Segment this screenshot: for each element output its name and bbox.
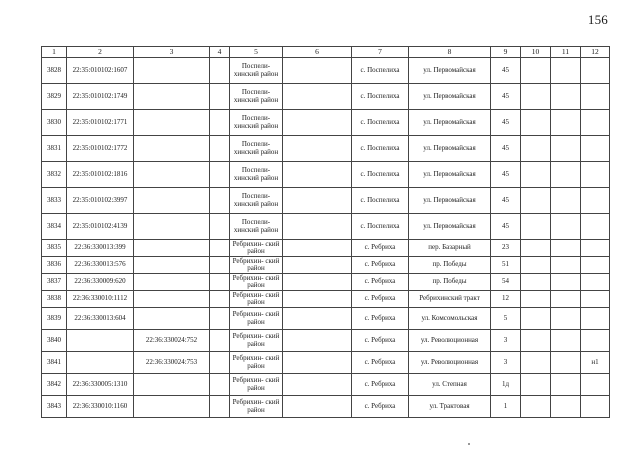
cell-col-3 <box>134 374 210 396</box>
cell-col-11 <box>551 257 581 274</box>
cell-col-2: 22:36:330009:620 <box>67 274 134 291</box>
cell-col-12 <box>581 396 610 418</box>
cell-col-6 <box>283 84 352 110</box>
cell-col-1: 3834 <box>42 214 67 240</box>
cell-col-7: с. Ребриха <box>352 240 409 257</box>
cell-col-9: 1 <box>491 396 521 418</box>
cell-col-4 <box>210 110 230 136</box>
cell-col-4 <box>210 162 230 188</box>
cell-col-4 <box>210 136 230 162</box>
cell-col-1: 3835 <box>42 240 67 257</box>
cell-col-8: ул. Первомайская <box>409 136 491 162</box>
cell-col-10 <box>521 214 551 240</box>
cell-col-12 <box>581 240 610 257</box>
table-row <box>42 352 610 374</box>
column-header: 2 <box>67 47 134 58</box>
cell-col-6 <box>283 396 352 418</box>
cell-col-8: ул. Первомайская <box>409 162 491 188</box>
cell-col-9: 45 <box>491 214 521 240</box>
cell-col-12 <box>581 214 610 240</box>
cell-col-1: 3837 <box>42 274 67 291</box>
cell-col-12 <box>581 136 610 162</box>
cell-col-6 <box>283 374 352 396</box>
cell-col-7: с. Ребриха <box>352 274 409 291</box>
cell-col-12 <box>581 58 610 84</box>
column-header: 3 <box>134 47 210 58</box>
cell-col-12 <box>581 162 610 188</box>
cell-col-5: Ребрихин- ский район <box>230 374 283 396</box>
cell-col-9: 51 <box>491 257 521 274</box>
cell-col-6 <box>283 136 352 162</box>
cell-col-10 <box>521 84 551 110</box>
column-header: 1 <box>42 47 67 58</box>
cell-col-5: Ребрихин- ский район <box>230 308 283 330</box>
cell-col-1: 3828 <box>42 58 67 84</box>
cell-col-11 <box>551 214 581 240</box>
cell-col-7: с. Поспелиха <box>352 136 409 162</box>
cell-col-4 <box>210 308 230 330</box>
cell-col-2 <box>67 330 134 352</box>
cell-col-4 <box>210 214 230 240</box>
cell-col-1: 3838 <box>42 291 67 308</box>
column-header: 12 <box>581 47 610 58</box>
cell-col-6 <box>283 214 352 240</box>
table-row <box>42 58 610 84</box>
header-row <box>42 47 610 58</box>
cell-col-6 <box>283 291 352 308</box>
register-table <box>41 46 610 418</box>
cell-col-1: 3830 <box>42 110 67 136</box>
cell-col-8: ул. Комсомольская <box>409 308 491 330</box>
cell-col-1: 3842 <box>42 374 67 396</box>
cell-col-10 <box>521 136 551 162</box>
cell-col-5: Поспели- хинский район <box>230 84 283 110</box>
page-number: 156 <box>587 12 608 27</box>
table-row <box>42 257 610 274</box>
cell-col-6 <box>283 110 352 136</box>
cell-col-11 <box>551 291 581 308</box>
cell-col-10 <box>521 374 551 396</box>
cell-col-2: 22:36:330010:1112 <box>67 291 134 308</box>
table-row <box>42 240 610 257</box>
cell-col-6 <box>283 330 352 352</box>
cell-col-3 <box>134 214 210 240</box>
cell-col-1: 3833 <box>42 188 67 214</box>
cell-col-10 <box>521 352 551 374</box>
table-row <box>42 162 610 188</box>
table-row <box>42 291 610 308</box>
cell-col-2: 22:36:330013:399 <box>67 240 134 257</box>
cell-col-12 <box>581 110 610 136</box>
cell-col-8: Ребрихинский тракт <box>409 291 491 308</box>
cell-col-2: 22:36:330013:604 <box>67 308 134 330</box>
cell-col-12 <box>581 330 610 352</box>
table-row <box>42 214 610 240</box>
cell-col-2: 22:35:010102:1607 <box>67 58 134 84</box>
cell-col-9: 1д <box>491 374 521 396</box>
cell-col-9: 23 <box>491 240 521 257</box>
cell-col-9: 45 <box>491 84 521 110</box>
cell-col-3 <box>134 58 210 84</box>
cell-col-5: Ребрихин- ский район <box>230 396 283 418</box>
cell-col-7: с. Поспелиха <box>352 110 409 136</box>
cell-col-12 <box>581 291 610 308</box>
cell-col-9: 3 <box>491 330 521 352</box>
cell-col-12 <box>581 374 610 396</box>
cell-col-7: с. Поспелиха <box>352 84 409 110</box>
cell-col-11 <box>551 58 581 84</box>
column-header: 11 <box>551 47 581 58</box>
cell-col-3 <box>134 162 210 188</box>
cell-col-2: 22:35:010102:1816 <box>67 162 134 188</box>
cell-col-4 <box>210 291 230 308</box>
cell-col-12 <box>581 257 610 274</box>
cell-col-7: с. Ребриха <box>352 330 409 352</box>
cell-col-2 <box>67 352 134 374</box>
cell-col-9: 54 <box>491 274 521 291</box>
cell-col-3 <box>134 136 210 162</box>
cell-col-4 <box>210 257 230 274</box>
cell-col-3: 22:36:330024:753 <box>134 352 210 374</box>
cell-col-7: с. Ребриха <box>352 374 409 396</box>
cell-col-11 <box>551 162 581 188</box>
cell-col-7: с. Поспелиха <box>352 214 409 240</box>
cell-col-2: 22:35:010102:1772 <box>67 136 134 162</box>
cell-col-5: Ребрихин- ский район <box>230 240 283 257</box>
cell-col-5: Ребрихин- ский район <box>230 330 283 352</box>
cell-col-11 <box>551 308 581 330</box>
cell-col-2: 22:35:010102:4139 <box>67 214 134 240</box>
table-row <box>42 188 610 214</box>
cell-col-2: 22:36:330010:1160 <box>67 396 134 418</box>
cell-col-6 <box>283 240 352 257</box>
cell-col-5: Поспели- хинский район <box>230 110 283 136</box>
cell-col-8: ул. Первомайская <box>409 84 491 110</box>
cell-col-4 <box>210 330 230 352</box>
cell-col-6 <box>283 257 352 274</box>
cell-col-3 <box>134 84 210 110</box>
cell-col-10 <box>521 291 551 308</box>
cell-col-3: 22:36:330024:752 <box>134 330 210 352</box>
cell-col-1: 3829 <box>42 84 67 110</box>
cell-col-12 <box>581 84 610 110</box>
cell-col-4 <box>210 58 230 84</box>
cell-col-8: ул. Первомайская <box>409 58 491 84</box>
cell-col-12 <box>581 188 610 214</box>
cell-col-3 <box>134 396 210 418</box>
column-header: 9 <box>491 47 521 58</box>
cell-col-5: Ребрихин- ский район <box>230 257 283 274</box>
cell-col-9: 45 <box>491 188 521 214</box>
cell-col-3 <box>134 110 210 136</box>
cell-col-9: 45 <box>491 110 521 136</box>
cell-col-7: с. Поспелиха <box>352 58 409 84</box>
table-row <box>42 330 610 352</box>
table-row <box>42 110 610 136</box>
cell-col-11 <box>551 352 581 374</box>
cell-col-8: ул. Степная <box>409 374 491 396</box>
cell-col-5: Ребрихин- ский район <box>230 274 283 291</box>
scan-speck <box>468 443 470 445</box>
cell-col-5: Ребрихин- ский район <box>230 291 283 308</box>
cell-col-11 <box>551 136 581 162</box>
cell-col-6 <box>283 274 352 291</box>
cell-col-10 <box>521 396 551 418</box>
cell-col-1: 3841 <box>42 352 67 374</box>
cell-col-8: ул. Революционная <box>409 330 491 352</box>
cell-col-9: 45 <box>491 136 521 162</box>
cell-col-9: 12 <box>491 291 521 308</box>
cell-col-11 <box>551 396 581 418</box>
column-header: 10 <box>521 47 551 58</box>
cell-col-3 <box>134 291 210 308</box>
table-row <box>42 84 610 110</box>
cell-col-10 <box>521 274 551 291</box>
cell-col-4 <box>210 374 230 396</box>
cell-col-10 <box>521 330 551 352</box>
cell-col-8: ул. Первомайская <box>409 214 491 240</box>
cell-col-5: Поспели- хинский район <box>230 188 283 214</box>
cell-col-10 <box>521 308 551 330</box>
cell-col-10 <box>521 162 551 188</box>
column-header: 8 <box>409 47 491 58</box>
cell-col-5: Поспели- хинский район <box>230 58 283 84</box>
cell-col-2: 22:35:010102:3997 <box>67 188 134 214</box>
table-body <box>42 58 610 418</box>
cell-col-8: ул. Первомайская <box>409 188 491 214</box>
column-header: 7 <box>352 47 409 58</box>
cell-col-2: 22:35:010102:1771 <box>67 110 134 136</box>
cell-col-10 <box>521 188 551 214</box>
cell-col-10 <box>521 257 551 274</box>
cell-col-2: 22:35:010102:1749 <box>67 84 134 110</box>
cell-col-11 <box>551 110 581 136</box>
cell-col-7: с. Ребриха <box>352 308 409 330</box>
cell-col-1: 3832 <box>42 162 67 188</box>
cell-col-12: н1 <box>581 352 610 374</box>
cell-col-1: 3831 <box>42 136 67 162</box>
table-row <box>42 136 610 162</box>
cell-col-3 <box>134 257 210 274</box>
column-header: 6 <box>283 47 352 58</box>
cell-col-3 <box>134 188 210 214</box>
cell-col-7: с. Ребриха <box>352 352 409 374</box>
cell-col-4 <box>210 240 230 257</box>
table-row <box>42 308 610 330</box>
cell-col-8: пр. Победы <box>409 257 491 274</box>
cell-col-9: 45 <box>491 58 521 84</box>
cell-col-6 <box>283 352 352 374</box>
cell-col-9: 3 <box>491 352 521 374</box>
cell-col-8: пер. Базарный <box>409 240 491 257</box>
cell-col-6 <box>283 188 352 214</box>
cell-col-4 <box>210 188 230 214</box>
cell-col-1: 3836 <box>42 257 67 274</box>
cell-col-11 <box>551 240 581 257</box>
cell-col-5: Поспели- хинский район <box>230 162 283 188</box>
cell-col-7: с. Ребриха <box>352 291 409 308</box>
cell-col-3 <box>134 240 210 257</box>
cell-col-8: ул. Первомайская <box>409 110 491 136</box>
cell-col-9: 45 <box>491 162 521 188</box>
cell-col-7: с. Поспелиха <box>352 162 409 188</box>
cell-col-4 <box>210 396 230 418</box>
table-row <box>42 274 610 291</box>
column-header: 4 <box>210 47 230 58</box>
cell-col-10 <box>521 58 551 84</box>
cell-col-12 <box>581 308 610 330</box>
cell-col-8: пр. Победы <box>409 274 491 291</box>
cell-col-5: Поспели- хинский район <box>230 136 283 162</box>
cell-col-12 <box>581 274 610 291</box>
cell-col-6 <box>283 58 352 84</box>
cell-col-3 <box>134 308 210 330</box>
cell-col-6 <box>283 308 352 330</box>
cell-col-11 <box>551 330 581 352</box>
cell-col-8: ул. Трактовая <box>409 396 491 418</box>
cell-col-1: 3839 <box>42 308 67 330</box>
cell-col-4 <box>210 84 230 110</box>
cell-col-9: 5 <box>491 308 521 330</box>
table-row <box>42 374 610 396</box>
table-row <box>42 396 610 418</box>
cell-col-10 <box>521 240 551 257</box>
cell-col-1: 3840 <box>42 330 67 352</box>
cell-col-5: Ребрихин- ский район <box>230 352 283 374</box>
cell-col-4 <box>210 352 230 374</box>
cell-col-4 <box>210 274 230 291</box>
cell-col-1: 3843 <box>42 396 67 418</box>
cell-col-10 <box>521 110 551 136</box>
cell-col-2: 22:36:330013:576 <box>67 257 134 274</box>
cell-col-8: ул. Революционная <box>409 352 491 374</box>
column-header: 5 <box>230 47 283 58</box>
cell-col-6 <box>283 162 352 188</box>
cell-col-7: с. Ребриха <box>352 257 409 274</box>
cell-col-5: Поспели- хинский район <box>230 214 283 240</box>
cell-col-11 <box>551 188 581 214</box>
cell-col-2: 22:36:330005:1310 <box>67 374 134 396</box>
cell-col-11 <box>551 84 581 110</box>
cell-col-3 <box>134 274 210 291</box>
cell-col-7: с. Поспелиха <box>352 188 409 214</box>
cell-col-11 <box>551 374 581 396</box>
cell-col-11 <box>551 274 581 291</box>
cell-col-7: с. Ребриха <box>352 396 409 418</box>
